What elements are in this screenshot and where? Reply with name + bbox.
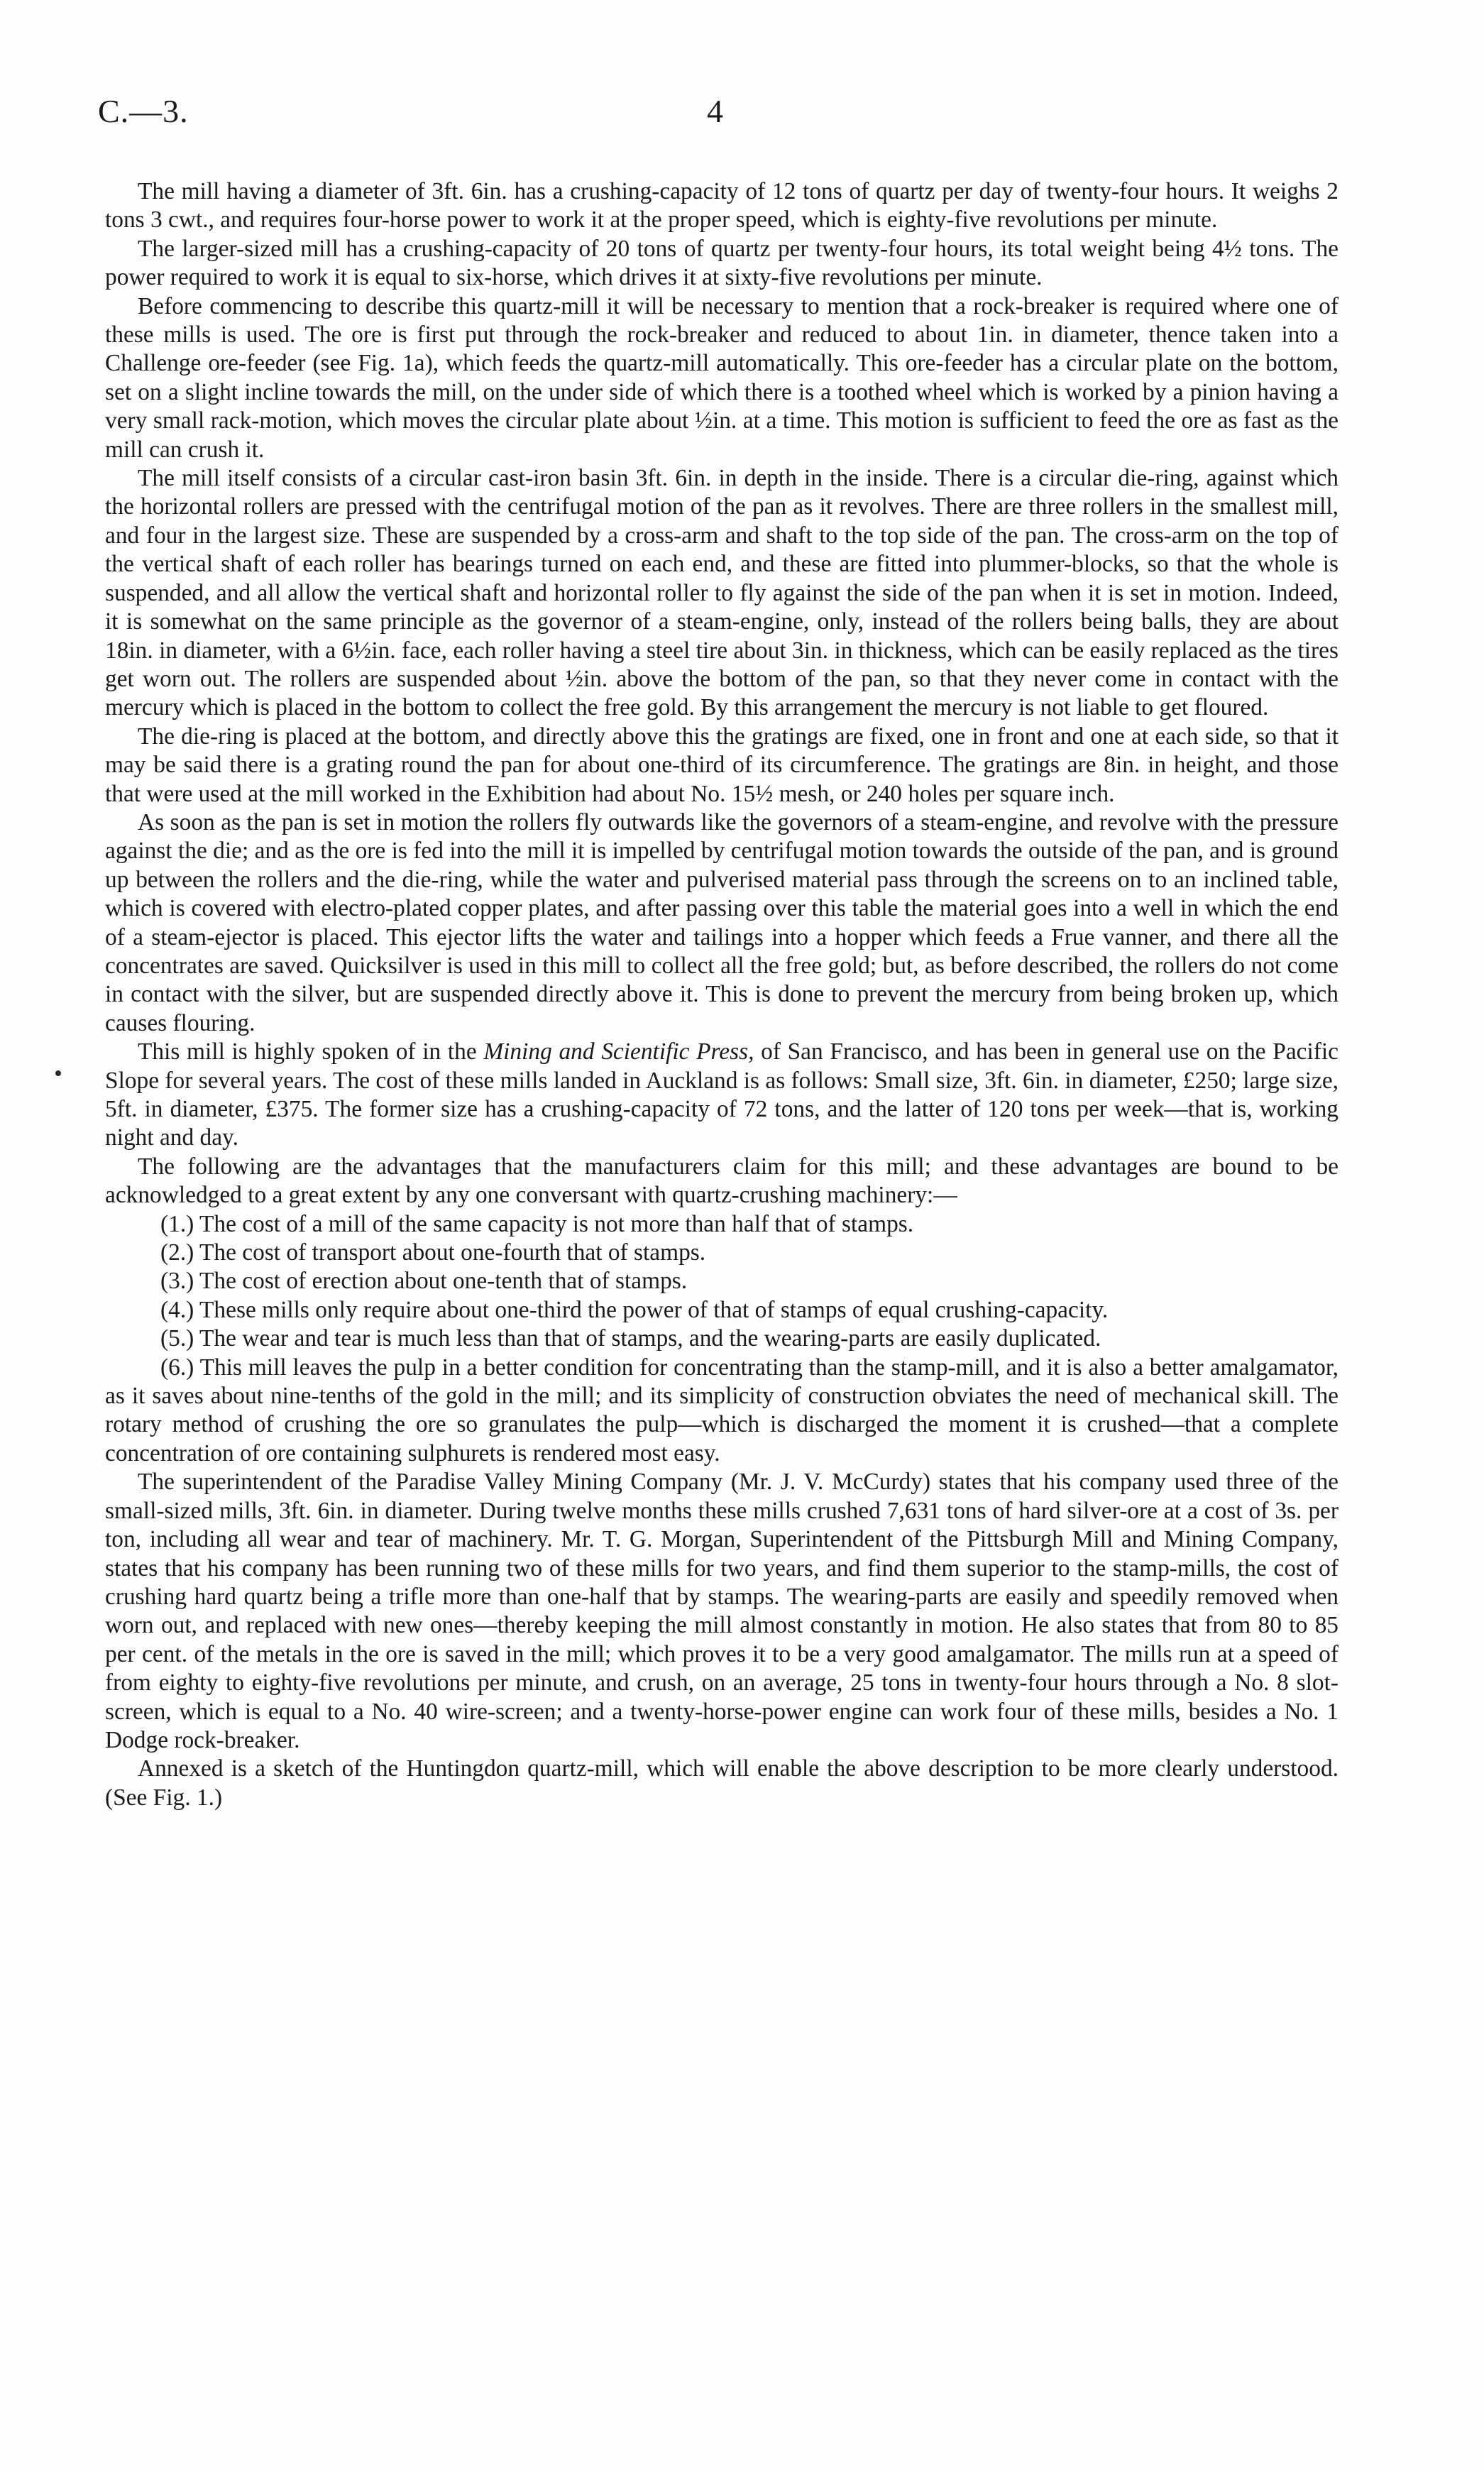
paragraph: The following are the advantages that the manufacturers claim for this mill; and these advantages are bound to be acknowledged to a great extent by any one conversant with quartz-crushing machinery:— — [105, 1153, 1339, 1209]
paragraph-text: This mill is highly spoken of in the — [138, 1038, 484, 1065]
list-item — [105, 1267, 1339, 1295]
list-item — [105, 1354, 1339, 1469]
list-item-number: (3.) — [160, 1268, 194, 1295]
paragraph — [105, 1038, 1339, 1153]
list-item — [105, 1210, 1339, 1239]
list-item-number: (4.) — [160, 1296, 194, 1323]
page-header — [0, 92, 1484, 149]
list-item-number: (1.) — [160, 1210, 194, 1237]
list-item-number: (5.) — [160, 1325, 194, 1352]
paragraph: The superintendent of the Paradise Valley Mining Company (Mr. J. V. McCurdy) states that his company used three of the small-sized mills, 3ft. 6in. in diameter. During twelve months these mills crushed 7,631 tons of hard silver-ore at a cost of 3s. per ton, including all wear and tear of machinery. Mr. T. G. Morgan, Superintendent of the Pittsburgh Mill and Mining Company, states that his company has been running two of these mills for two years, and find them superior to the stamp-mills, the cost of crushing hard quartz being a trifle more than one-half that by stamps. The wearing-parts are easily and speedily removed when worn out, and replaced with new ones—thereby keeping the mill almost constantly in motion. He also states that from 80 to 85 per cent. of the metals in the ore is saved in the mill; which proves it to be a very good amalgamator. The mills run at a speed of from eighty to eighty-five revolutions per minute, and crush, on an average, 25 tons in twenty-four hours through a No. 8 slot-screen, which is equal to a No. 40 wire-screen; and a twenty-horse-power engine can work four of these mills, besides a No. 1 Dodge rock-breaker. — [105, 1469, 1339, 1753]
list-item-text: The cost of erection about one-tenth that of stamps. — [194, 1268, 688, 1295]
body-text — [105, 177, 1339, 1812]
page-number: 4 — [707, 93, 723, 129]
paragraph-text: of San Francisco, and has been in general use on the Pacific Slope for several years. The cost of these mills landed in Auckland is as follows: Small size, 3ft. 6in. in diameter, £250; large size, 5ft. in diameter, £375. The former size has a crushing-capacity of 72 tons, and the latter of 120 tons per week—that is, working night and day. — [105, 1038, 1339, 1151]
document-reference: C.—3. — [98, 93, 189, 129]
list-item — [105, 1239, 1339, 1267]
margin-mark — [55, 1070, 61, 1076]
list-item-text: The cost of transport about one-fourth that of stamps. — [194, 1239, 706, 1266]
paragraph: The mill having a diameter of 3ft. 6in. has a crushing-capacity of 12 tons of quartz per day of twenty-four hours. It weighs 2 tons 3 cwt., and requires four-horse power to work it at the proper speed, which is eighty-five revolutions per minute. — [105, 178, 1339, 234]
paragraph: The mill itself consists of a circular cast-iron basin 3ft. 6in. in depth in the inside. There is a circular die-ring, against which the horizontal rollers are pressed with the centrifugal motion of the pan as it revolves. There are three rollers in the smallest mill, and four in the largest size. These are suspended by a cross-arm and shaft to the top side of the pan. The cross-arm on the top of the vertical shaft of each roller has bearings turned on each end, and these are fitted into plummer-blocks, so that the whole is suspended, and all allow the vertical shaft and horizontal roller to fly against the side of the pan when it is set in motion. Indeed, it is somewhat on the same principle as the governor of a steam-engine, only, instead of the rollers being balls, they are about 18in. in diameter, with a 6½in. face, each roller having a steel tire about 3in. in thickness, which can be easily replaced as the tires get worn out. The rollers are suspended about ½in. above the bottom of the pan, so that they never come in contact with the mercury which is placed in the bottom to collect the free gold. By this arrangement the mercury is not liable to get floured. — [105, 465, 1339, 721]
paragraph: The larger-sized mill has a crushing-capacity of 20 tons of quartz per twenty-four hours, its total weight being 4½ tons. The power required to work it is equal to six-horse, which drives it at sixty-five revolutions per minute. — [105, 235, 1339, 291]
list-item-text: This mill leaves the pulp in a better condition for concentrating than the stamp-mill, and it is also a better amalgamator, as it saves about nine-tenths of the gold in the mill; and its simplicity of construction obviates the need of mechanical skill. The rotary method of crushing the ore so granulates the pulp—which is discharged the moment it is crushed—that a complete concentration of ore containing sulphurets is rendered most easy. — [105, 1354, 1339, 1466]
list-item — [105, 1325, 1339, 1353]
paragraph: The die-ring is placed at the bottom, and directly above this the gratings are fixed, one in front and one at each side, so that it may be said there is a grating round the pan for about one-third of its circumference. The gratings are 8in. in height, and those that were used at the mill worked in the Exhibition had about No. 15½ mesh, or 240 holes per square inch. — [105, 723, 1339, 807]
list-item-text: These mills only require about one-third the power of that of stamps of equal crushing-capacity. — [194, 1296, 1109, 1323]
list-item-number: (6.) — [160, 1354, 194, 1381]
list-item-text: The cost of a mill of the same capacity is not more than half that of stamps. — [194, 1210, 914, 1237]
publication-title: Mining and Scientific Press, — [483, 1038, 754, 1065]
list-item-text: The wear and tear is much less than that of stamps, and the wearing-parts are easily duplicated. — [194, 1325, 1101, 1352]
list-item-number: (2.) — [160, 1239, 194, 1266]
paragraph: As soon as the pan is set in motion the rollers fly outwards like the governors of a steam-engine, and revolve with the pressure against the die; and as the ore is fed into the mill it is impelled by centrifugal motion towards the outside of the pan, and is ground up between the rollers and the die-ring, while the water and pulverised material pass through the screens on to an inclined table, which is covered with electro-plated copper plates, and after passing over this table the material goes into a well in which the end of a steam-ejector is placed. This ejector lifts the water and tailings into a hopper which feeds a Frue vanner, and there all the concentrates are saved. Quicksilver is used in this mill to collect all the free gold; but, as before described, the rollers do not come in contact with the silver, but are suspended directly above it. This is done to prevent the mercury from being broken up, which causes flouring. — [105, 808, 1339, 1036]
paragraph: Before commencing to describe this quartz-mill it will be necessary to mention that a rock-breaker is required where one of these mills is used. The ore is first put through the rock-breaker and reduced to about 1in. in diameter, thence taken into a Challenge ore-feeder (see Fig. 1a), which feeds the quartz-mill automatically. This ore-feeder has a circular plate on the bottom, set on a slight incline towards the mill, on the under side of which there is a toothed wheel which is worked by a pinion having a very small rack-motion, which moves the circular plate about ½in. at a time. This motion is sufficient to feed the ore as fast as the mill can crush it. — [105, 292, 1339, 463]
paragraph: Annexed is a sketch of the Huntingdon quartz-mill, which will enable the above description to be more clearly understood. (See Fig. 1.) — [105, 1755, 1339, 1811]
list-item — [105, 1296, 1339, 1325]
